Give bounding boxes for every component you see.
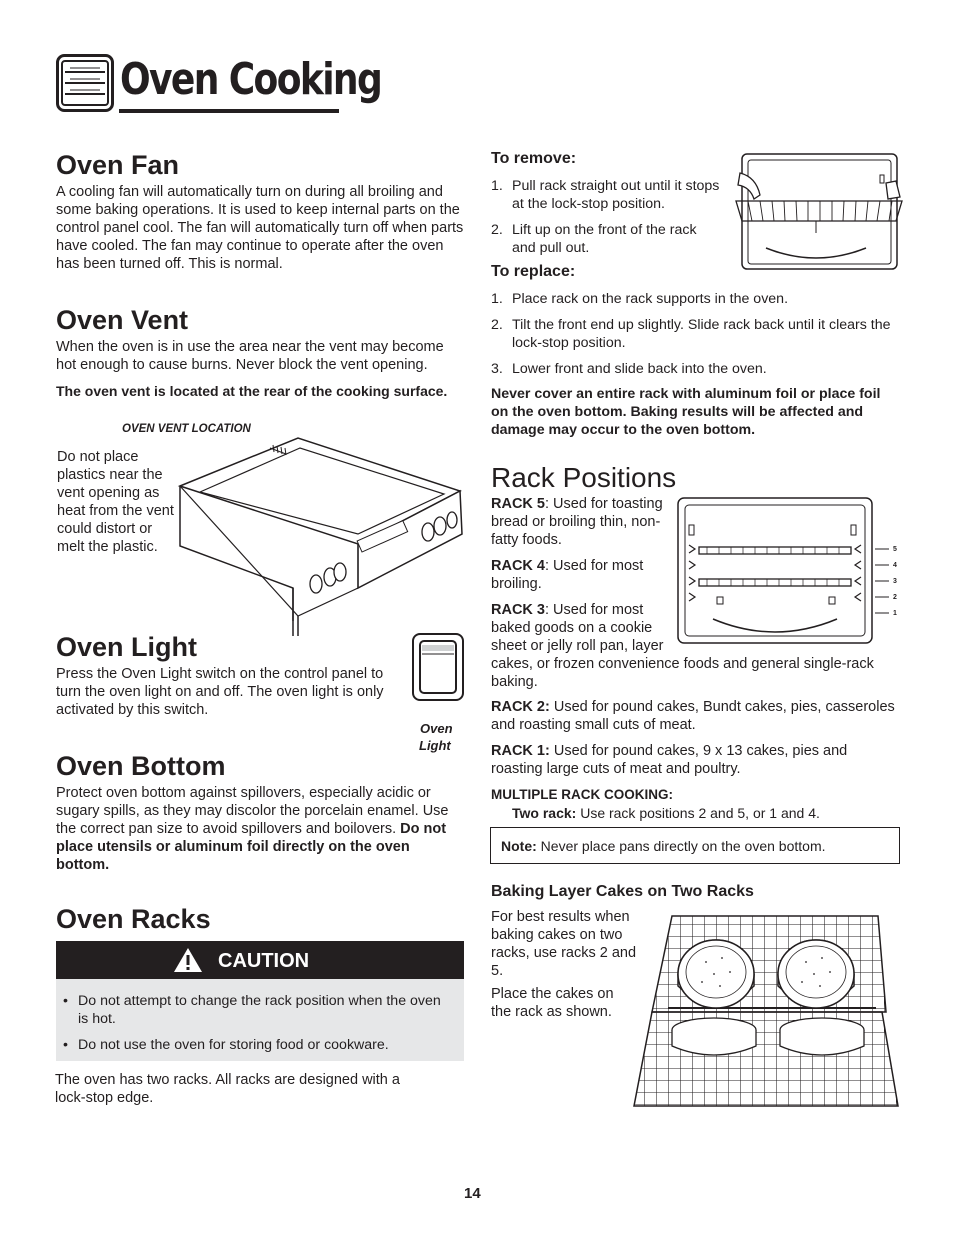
- rack2-text: RACK 2: Used for pound cakes, Bundt cakes, pies, casseroles and roasting small cuts of meat.: [491, 699, 895, 733]
- rack-number: 2: [893, 594, 897, 601]
- list-item: 1. Pull rack straight out until it stops at the lock-stop position.: [491, 178, 720, 212]
- page-title: Oven Cooking: [120, 54, 382, 105]
- rack4-text: RACK 4: Used for most broiling.: [491, 558, 644, 592]
- rack-number: 4: [893, 562, 897, 569]
- remove-rack-illustration: [736, 153, 906, 271]
- remove-steps: [491, 177, 723, 265]
- rack-positions-illustration: [677, 497, 903, 645]
- title-underline: [119, 109, 339, 113]
- warning-icon: [173, 947, 203, 973]
- list-item: 3. Lower front and slide back into the oven.: [491, 361, 767, 377]
- foil-warning: Never cover an entire rack with aluminum foil or place foil on the oven bottom. Baking results will be affected and damage may occur to the oven bottom.: [491, 386, 881, 438]
- oven-light-switch-icon: [412, 633, 464, 701]
- baking-text-1: For best results when baking cakes on two racks, use racks 2 and 5.: [491, 909, 637, 979]
- oven-vent-heading: Oven Vent: [56, 305, 189, 335]
- caution-item: • Do not use the oven for storing food or cookware.: [56, 1036, 454, 1054]
- rack5-text: RACK 5: Used for toasting bread or broiling thin, non-fatty foods.: [491, 496, 663, 548]
- caution-banner: [56, 941, 464, 979]
- cooktop-illustration: [178, 436, 468, 636]
- rack-number: 5: [893, 546, 897, 553]
- oven-vent-text: When the oven is in use the area near the vent may become hot enough to cause burns. Never block the vent opening.: [56, 339, 444, 373]
- baking-heading: Baking Layer Cakes on Two Racks: [491, 883, 754, 900]
- replace-heading: To replace:: [491, 263, 576, 280]
- list-item: 2. Tilt the front end up slightly. Slide rack back until it clears the lock-stop position.: [491, 317, 891, 351]
- rack3-text-b: cakes, or frozen convenience foods and general single-rack baking.: [491, 656, 874, 690]
- replace-steps: [491, 290, 896, 386]
- oven-bottom-text-plain: Protect oven bottom against spillovers, especially acidic or sugary spills, as they may discolor the porcelain enamel. Use the correct pan size to avoid spillovers and boilovers.: [56, 785, 449, 837]
- rack3-text-a: RACK 3: Used for most baked goods on a cookie sheet or jelly roll pan, layer: [491, 602, 664, 654]
- switch-label-2: Light: [419, 738, 451, 753]
- rack-positions-heading: Rack Positions: [491, 462, 677, 493]
- rack-number: 3: [893, 578, 897, 585]
- rack-number: 1: [893, 610, 897, 617]
- note-box: [490, 827, 900, 864]
- caution-label: CAUTION: [218, 950, 310, 972]
- oven-icon: [56, 54, 114, 112]
- oven-fan-heading: Oven Fan: [56, 150, 180, 180]
- oven-vent-bold-note: The oven vent is located at the rear of the cooking surface.: [56, 383, 448, 399]
- oven-fan-text: A cooling fan will automatically turn on during all broiling and some baking operations. It is used to keep internal parts on the control panel cool. The fan will automatically turn off when parts have cooled. The fan may continue to operate after the oven has been turned off. This is normal.: [56, 184, 464, 272]
- remove-heading: To remove:: [491, 150, 577, 167]
- oven-racks-text: The oven has two racks. All racks are designed with a lock-stop edge.: [55, 1072, 400, 1106]
- rack1-text: RACK 1: Used for pound cakes, 9 x 13 cakes, pies and roasting large cuts of meat and poultry.: [491, 743, 848, 777]
- multi-rack-heading: MULTIPLE RACK COOKING:: [491, 787, 673, 802]
- page-number: 14: [464, 1185, 481, 1202]
- vent-figure-note: Do not place plastics near the vent opening as heat from the vent could distort or melt the plastic.: [57, 449, 174, 555]
- caution-item: • Do not attempt to change the rack position when the oven is hot.: [56, 992, 454, 1028]
- oven-bottom-heading: Oven Bottom: [56, 751, 226, 781]
- caution-body: [56, 979, 464, 1061]
- two-racks-cakes-illustration: [632, 912, 900, 1108]
- list-item: 1. Place rack on the rack supports in the oven.: [491, 291, 789, 307]
- two-rack-text: Two rack: Use rack positions 2 and 5, or 1 and 4.: [512, 805, 820, 821]
- oven-bottom-text: [56, 784, 458, 874]
- note-text: Note: Never place pans directly on the oven bottom.: [501, 838, 826, 854]
- switch-label-1: Oven: [420, 721, 453, 736]
- baking-text-2: Place the cakes on the rack as shown.: [491, 986, 614, 1020]
- oven-bottom-text-bold: Do not place utensils or aluminum foil directly on the oven bottom.: [56, 821, 447, 873]
- oven-light-heading: Oven Light: [56, 632, 197, 662]
- list-item: 2. Lift up on the front of the rack and pull out.: [491, 222, 697, 256]
- oven-racks-heading: Oven Racks: [56, 904, 211, 934]
- oven-light-text: Press the Oven Light switch on the control panel to turn the oven light on and off. The oven light is only activated by this switch.: [56, 666, 384, 718]
- vent-figure-label: OVEN VENT LOCATION: [122, 423, 251, 435]
